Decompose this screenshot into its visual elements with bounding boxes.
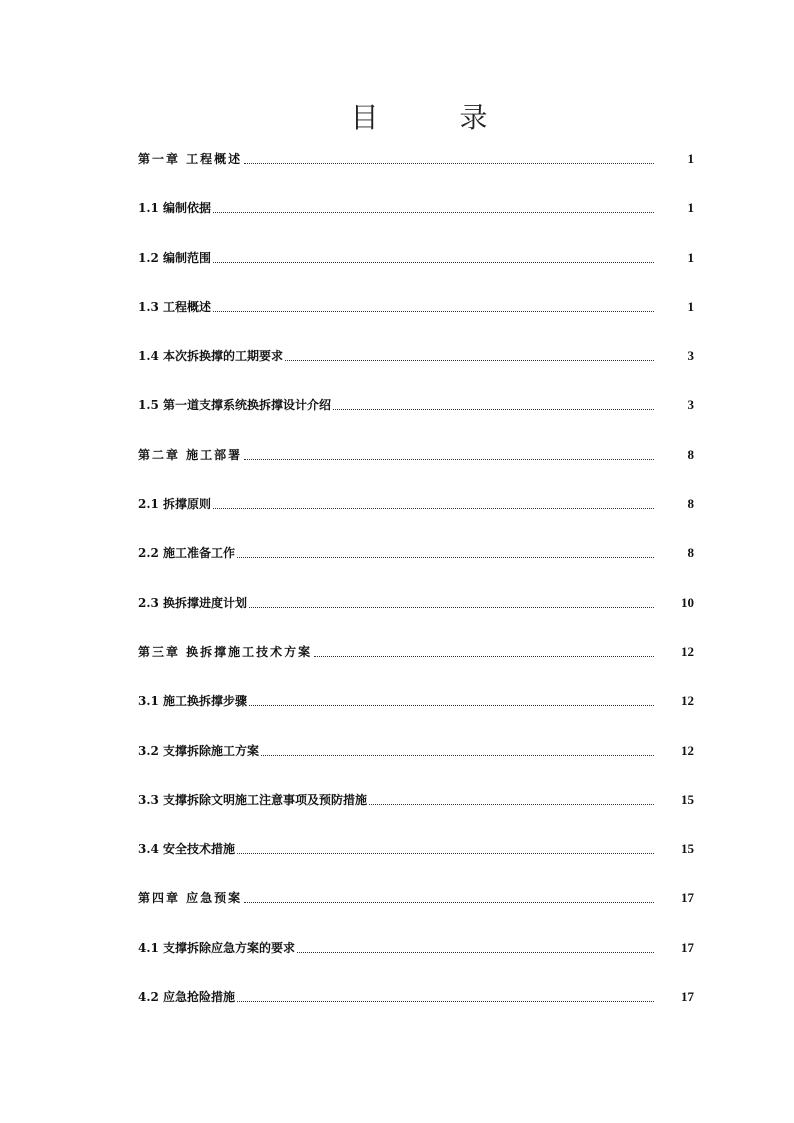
toc-entry[interactable] <box>138 740 694 789</box>
toc-page-number: 1 <box>687 151 694 166</box>
toc-entry-label: 4.1 支撑拆除应急方案的要求 <box>138 940 296 955</box>
toc-entry-label: 3.1 施工换拆撑步骤 <box>138 694 248 709</box>
toc-leader-dots <box>213 296 654 312</box>
toc-leader-dots <box>249 592 654 608</box>
toc-entry-label: 3.4 安全技术措施 <box>138 842 236 857</box>
toc-page-number: 3 <box>687 397 694 413</box>
toc-entry-label: 4.2 应急抢险措施 <box>138 990 236 1005</box>
page-title: 目 录 <box>350 101 524 134</box>
toc-entry-label: 1.3 工程概述 <box>138 299 212 314</box>
toc-page-number: 10 <box>681 594 694 610</box>
toc-page-number: 1 <box>687 298 694 314</box>
toc-page-number: 8 <box>687 446 694 462</box>
toc-entry[interactable] <box>138 197 694 246</box>
toc-entry-label: 2.1 拆撑原则 <box>138 497 212 512</box>
toc-entry[interactable] <box>138 641 694 690</box>
toc-entry[interactable] <box>138 493 694 542</box>
toc-leader-dots <box>213 197 654 213</box>
toc-entry[interactable] <box>138 444 694 493</box>
toc-leader-dots <box>249 690 654 706</box>
toc-leader-dots <box>333 394 654 410</box>
toc-entry[interactable] <box>138 345 694 394</box>
toc-entry-label: 3.2 支撑拆除施工方案 <box>138 743 260 758</box>
toc-entry-label: 第四章 应急预案 <box>138 891 243 906</box>
toc-page-number: 12 <box>681 742 694 758</box>
toc-entry[interactable] <box>138 148 694 197</box>
toc-page-number: 3 <box>687 348 694 364</box>
toc-entry-label: 2.2 施工准备工作 <box>138 546 236 561</box>
toc-page-number: 8 <box>687 545 694 561</box>
toc-page-number: 12 <box>681 643 694 659</box>
toc-entry-label: 第一章 工程概述 <box>138 152 243 166</box>
table-of-contents <box>138 148 694 1035</box>
toc-leader-dots <box>297 937 654 953</box>
toc-leader-dots <box>285 345 654 361</box>
toc-entry-label: 1.5 第一道支撑系统换拆撑设计介绍 <box>138 398 332 413</box>
toc-leader-dots <box>244 444 654 460</box>
toc-entry-label: 第二章 施工部署 <box>138 447 243 462</box>
toc-leader-dots <box>369 789 654 805</box>
toc-entry[interactable] <box>138 690 694 739</box>
toc-entry[interactable] <box>138 542 694 591</box>
toc-leader-dots <box>261 740 654 756</box>
toc-leader-dots <box>213 247 654 263</box>
toc-entry[interactable] <box>138 296 694 345</box>
toc-entry[interactable] <box>138 247 694 296</box>
toc-entry[interactable] <box>138 789 694 838</box>
toc-entry[interactable] <box>138 592 694 641</box>
toc-page-number: 15 <box>681 841 694 857</box>
toc-leader-dots <box>237 838 654 854</box>
toc-entry-label: 第三章 换拆撑施工技术方案 <box>138 644 313 659</box>
toc-page-number: 1 <box>687 200 694 216</box>
toc-leader-dots <box>314 641 654 657</box>
toc-entry-label: 3.3 支撑拆除文明施工注意事项及预防措施 <box>138 792 368 807</box>
toc-entry-label: 1.1 编制依据 <box>138 201 212 216</box>
toc-leader-dots <box>244 887 654 903</box>
toc-leader-dots <box>244 148 654 164</box>
toc-leader-dots <box>213 493 654 509</box>
toc-entry[interactable] <box>138 838 694 887</box>
toc-entry[interactable] <box>138 986 694 1035</box>
toc-page-number: 17 <box>681 989 694 1005</box>
toc-page-number: 12 <box>681 693 694 709</box>
toc-leader-dots <box>237 986 654 1002</box>
toc-entry-label: 1.4 本次拆换撑的工期要求 <box>138 349 284 364</box>
toc-entry-label: 1.2 编制范围 <box>138 250 212 265</box>
toc-entry-label: 2.3 换拆撑进度计划 <box>138 595 248 610</box>
toc-leader-dots <box>237 542 654 558</box>
toc-entry[interactable] <box>138 394 694 443</box>
toc-page-number: 8 <box>687 496 694 512</box>
toc-page-number: 17 <box>681 939 694 955</box>
toc-page-number: 15 <box>681 791 694 807</box>
toc-page-number: 1 <box>687 249 694 265</box>
toc-page-number: 17 <box>681 890 694 906</box>
toc-entry[interactable] <box>138 887 694 936</box>
toc-entry[interactable] <box>138 937 694 986</box>
